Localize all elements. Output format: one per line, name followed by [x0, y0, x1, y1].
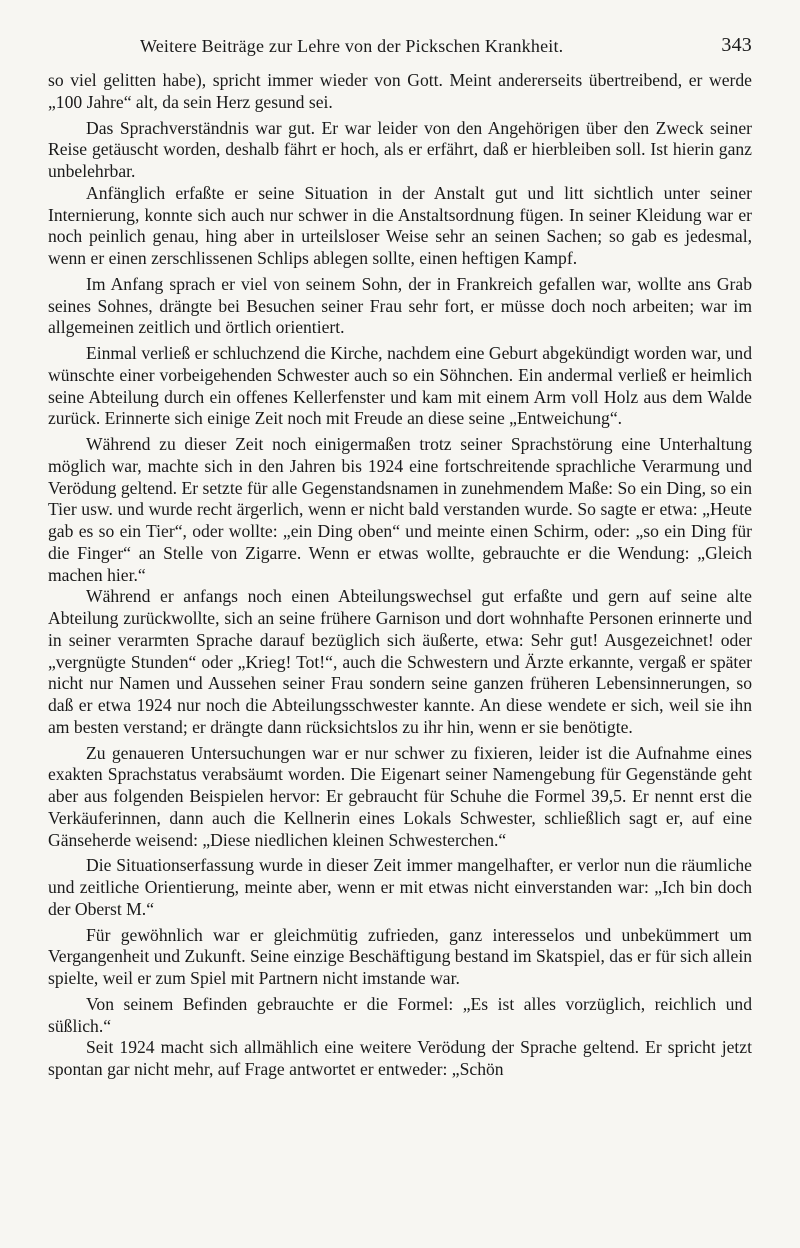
paragraph-seit-1924: Seit 1924 macht sich allmählich eine weitere Verödung der Sprache geltend. Er spricht jetzt spontan gar nicht mehr, auf Frage antwortet er entweder: „Schön — [48, 1037, 752, 1079]
paragraph-situationserfassung: Die Situationserfassung wurde in dieser Zeit immer mangelhafter, er verlor nun die räumliche und zeitliche Orientierung, meinte aber, wenn er mit etwas nicht einverstanden war: „Ich bin doch der Oberst M.“ — [48, 855, 752, 919]
running-title: Weitere Beiträge zur Lehre von der Pickschen Krankheit. — [140, 36, 564, 56]
paragraph-untersuchungen: Zu genaueren Untersuchungen war er nur schwer zu fixieren, leider ist die Aufnahme eines exakten Sprachstatus verabsäumt worden. Die Eigenart seiner Namengebung für Gegenstände geht aber aus folgenden Beispielen hervor: Er gebraucht für Schuhe die Formel 39,5. Er nennt erst die Verkäuferinnen, dann auch die Kellnerin eines Lokals Schwester, schließlich sagt er, auf eine Gänseherde weisend: „Diese niedlichen kleinen Schwesterchen.“ — [48, 742, 752, 850]
paragraph-kirche: Einmal verließ er schluchzend die Kirche, nachdem eine Geburt abgekündigt worden war, und wünschte einer vorbeigehenden Schwester auch so ein Söhnchen. Ein andermal verließ er heimlich seine Abteilung durch ein offenes Kellerfenster und kam mit einem Arm voll Holz aus dem Walde zurück. Erinnerte sich einige Zeit noch mit Freude an diese seine „Entweichung“. — [48, 343, 752, 429]
page-number: 343 — [721, 34, 752, 56]
paragraph-sprachstoerung: Während zu dieser Zeit noch einigermaßen trotz seiner Sprachstörung eine Unterhaltung möglich war, machte sich in den Jahren bis 1924 eine fortschreitende sprachliche Verarmung und Verödung geltend. Er setzte für alle Gegenstandsnamen in zunehmendem Maße: So ein Ding, so ein Tier usw. und wurde recht ärgerlich, wenn er nicht bald verstanden wurde. So sagte er etwa: „Heute gab es so ein Tier“, oder wollte: „ein Ding oben“ und meinte einen Schirm, oder: „so ein Ding für die Finger“ an Stelle von Zigarre. Wenn er etwas wollte, gebrauchte er die Wendung: „Gleich machen hier.“ — [48, 434, 752, 585]
paragraph-sohn: Im Anfang sprach er viel von seinem Sohn, der in Frankreich gefallen war, wollte ans Grab seines Sohnes, drängte bei Besuchen seiner Frau sehr fort, er müsse doch noch arbeiten; war im allgemeinen zeitlich und örtlich orientiert. — [48, 273, 752, 338]
paragraph-gleichmuetig: Für gewöhnlich war er gleichmütig zufrieden, ganz interesselos und unbekümmert um Vergangenheit und Zukunft. Seine einzige Beschäftigung bestand im Skatspiel, das er für sich allein spielte, weil er zum Spiel mit Partnern nicht imstande war. — [48, 924, 752, 988]
running-head — [48, 30, 752, 62]
paragraph-continuation: so viel gelitten habe), spricht immer wieder von Gott. Meint andererseits übertreibend, er werde „100 Jahre“ alt, da sein Herz gesund sei. — [48, 70, 752, 112]
paragraph-befinden: Von seinem Befinden gebrauchte er die Formel: „Es ist alles vorzüglich, reichlich und süßlich.“ — [48, 993, 752, 1036]
body-text — [48, 70, 752, 1081]
paragraph-abteilungswechsel: Während er anfangs noch einen Abteilungswechsel gut erfaßte und gern auf seine alte Abteilung zurückwollte, sich an seine frühere Garnison und dort wohnhafte Personen erinnerte und in seiner verarmten Sprache darauf bezüglich sich äußerte, etwa: Sehr gut! Ausgezeichnet! oder „vergnügte Stunden“ oder „Krieg! Tot!“, auch die Schwestern und Ärzte erkannte, vergaß er später nicht nur Namen und Aussehen seiner Frau sondern seine ganzen früheren Lebensinnerungen, so daß er etwa 1924 nur noch die Abteilungsschwester kannte. An diese wendete er sich, weil sie ihn am besten verstand; er drängte dann rücksichtslos zu ihr hin, wenn er sie benötigte. — [48, 586, 752, 737]
paragraph-situation: Anfänglich erfaßte er seine Situation in der Anstalt gut und litt sichtlich unter seiner Internierung, konnte sich auch nur schwer in die Anstaltsordnung fügen. In seiner Kleidung war er noch peinlich genau, hing aber in urteilsloser Weise sehr an seinen Sachen; so gab es jedesmal, wenn er einen zerschlissenen Schlips ablegen sollte, einen heftigen Kampf. — [48, 182, 752, 268]
paragraph-sprachverstaendnis: Das Sprachverständnis war gut. Er war leider von den Angehörigen über den Zweck seiner Reise getäuscht worden, deshalb fährt er hoch, als er erfährt, daß er hierbleiben soll. Ist hierin ganz unbelehrbar. — [48, 117, 752, 181]
